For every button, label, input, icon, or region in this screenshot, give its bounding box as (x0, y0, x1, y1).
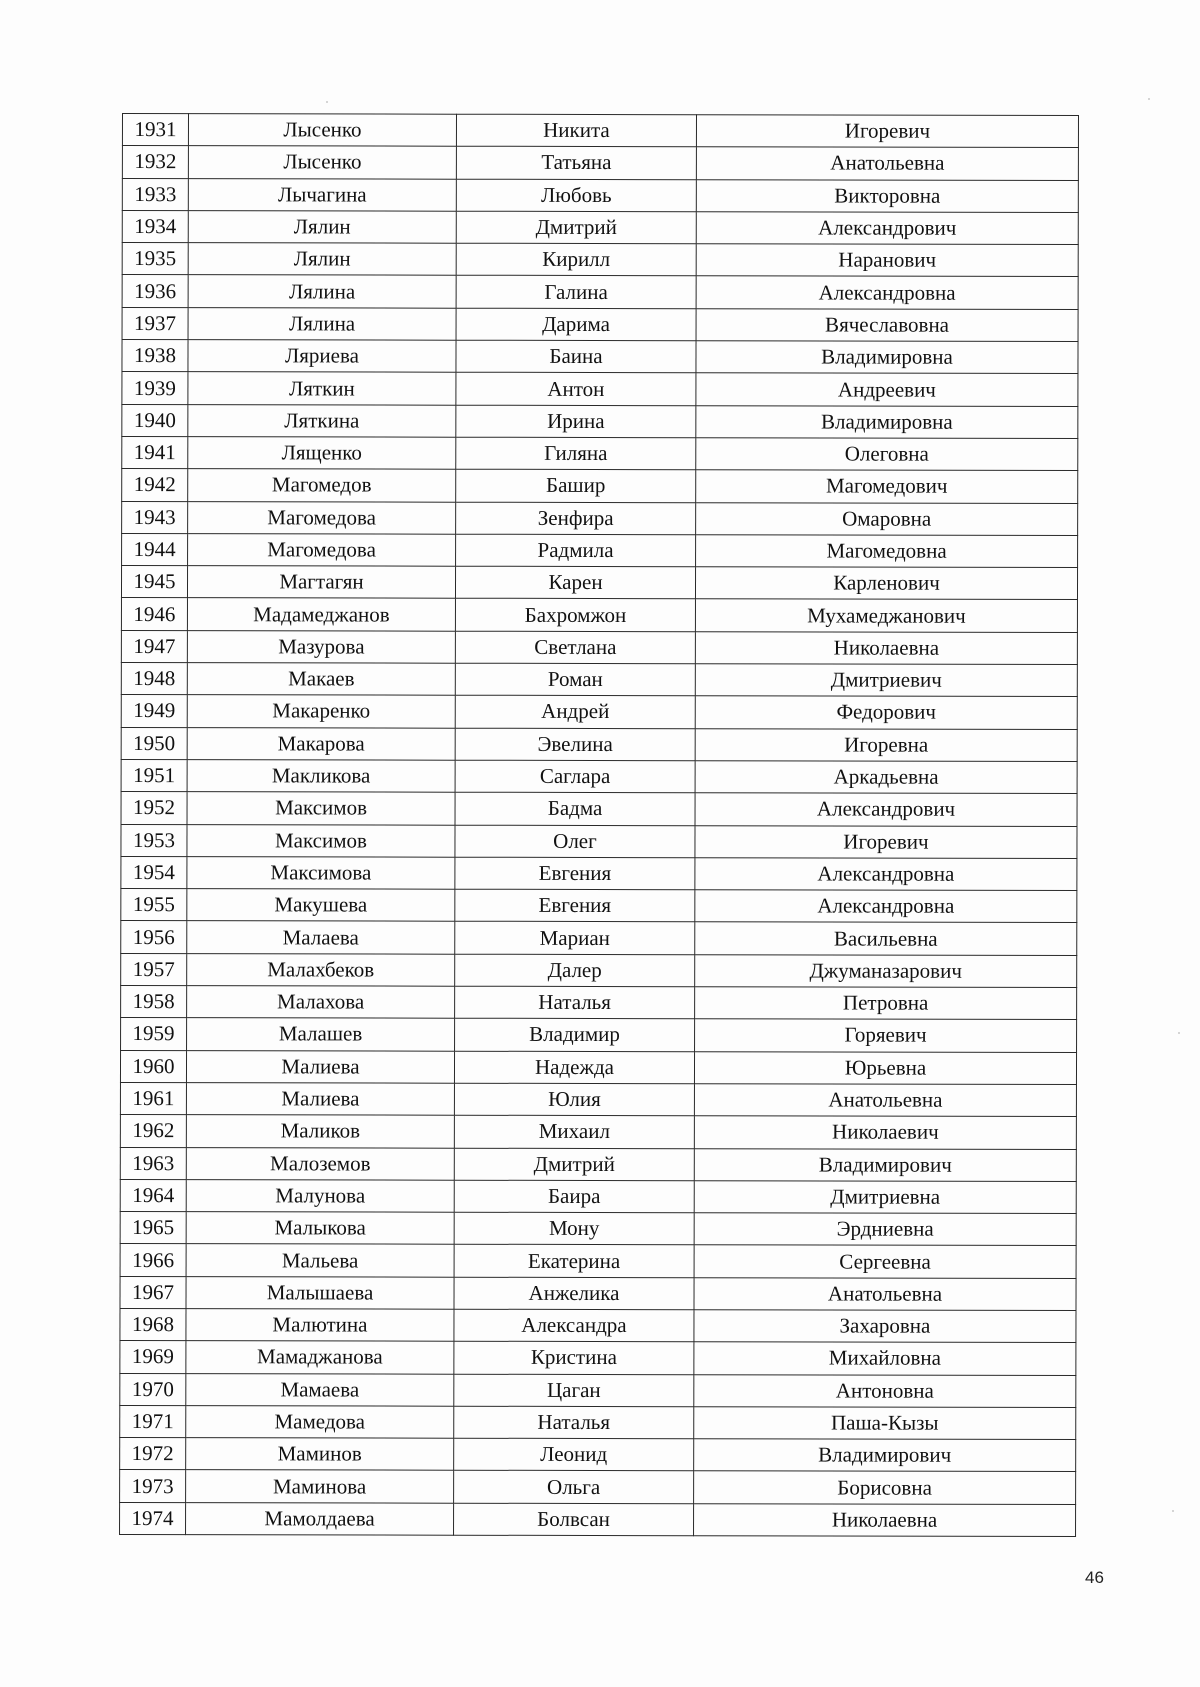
patronymic-cell: Вячеславовна (696, 308, 1078, 341)
table-row (120, 1341, 1076, 1375)
people-table (119, 113, 1079, 1537)
row-number-cell: 1968 (120, 1308, 186, 1340)
table-row (122, 501, 1078, 535)
first-name-cell: Екатерина (454, 1245, 694, 1278)
surname-cell: Мамаджанова (186, 1341, 454, 1374)
table-row (121, 566, 1077, 600)
first-name-cell: Олег (455, 825, 695, 858)
patronymic-cell: Владимирович (694, 1439, 1076, 1472)
patronymic-cell: Олеговна (696, 438, 1078, 471)
surname-cell: Магомедова (188, 533, 456, 566)
first-name-cell: Галина (456, 276, 696, 309)
patronymic-cell: Николаевна (694, 1503, 1076, 1536)
row-number-cell: 1932 (122, 146, 188, 178)
row-number-cell: 1936 (122, 275, 188, 307)
row-number-cell: 1945 (121, 566, 187, 598)
table-row (120, 1212, 1076, 1246)
patronymic-cell: Александрович (695, 793, 1077, 826)
table-row (120, 1179, 1076, 1213)
table-row (121, 986, 1077, 1020)
row-number-cell: 1937 (122, 307, 188, 339)
first-name-cell: Радмила (456, 534, 696, 567)
first-name-cell: Дмитрий (456, 211, 696, 244)
row-number-cell: 1964 (120, 1179, 186, 1211)
patronymic-cell: Владимирович (694, 1148, 1076, 1181)
surname-cell: Мамолдаева (186, 1502, 454, 1535)
first-name-cell: Мариан (455, 922, 695, 955)
patronymic-cell: Игоревич (696, 115, 1078, 148)
surname-cell: Магомедов (188, 469, 456, 502)
patronymic-cell: Антоновна (694, 1374, 1076, 1407)
table-row (122, 178, 1078, 212)
surname-cell: Ляриева (188, 340, 456, 373)
patronymic-cell: Александровна (695, 890, 1077, 923)
first-name-cell: Башир (456, 469, 696, 502)
table-row (122, 469, 1078, 503)
table-row (122, 533, 1078, 567)
first-name-cell: Цаган (454, 1374, 694, 1407)
first-name-cell: Юлия (454, 1083, 694, 1116)
table-row (121, 630, 1077, 664)
surname-cell: Макарова (187, 727, 455, 760)
surname-cell: Маминова (186, 1470, 454, 1503)
first-name-cell: Дарима (456, 308, 696, 341)
surname-cell: Лысенко (188, 146, 456, 179)
table-row (121, 953, 1077, 987)
patronymic-cell: Александрович (696, 212, 1078, 245)
table-row (121, 1018, 1077, 1052)
row-number-cell: 1941 (122, 436, 188, 468)
patronymic-cell: Эрдниевна (694, 1213, 1076, 1246)
table-row (122, 436, 1078, 470)
surname-cell: Малиева (186, 1083, 454, 1116)
table-row (120, 1082, 1076, 1116)
row-number-cell: 1961 (120, 1082, 186, 1114)
surname-cell: Лялин (188, 211, 456, 244)
surname-cell: Мадамеджанов (187, 598, 455, 631)
row-number-cell: 1956 (121, 921, 187, 953)
row-number-cell: 1954 (121, 856, 187, 888)
patronymic-cell: Александровна (695, 858, 1077, 891)
table-row (121, 598, 1077, 632)
row-number-cell: 1969 (120, 1341, 186, 1373)
surname-cell: Лысенко (188, 114, 456, 147)
first-name-cell: Никита (456, 114, 696, 147)
patronymic-cell: Александровна (696, 276, 1078, 309)
first-name-cell: Карен (455, 566, 695, 599)
surname-cell: Малышаева (186, 1276, 454, 1309)
first-name-cell: Мону (454, 1212, 694, 1245)
table-row (121, 792, 1077, 826)
first-name-cell: Баира (454, 1180, 694, 1213)
first-name-cell: Кирилл (456, 243, 696, 276)
table-body (120, 114, 1079, 1537)
row-number-cell: 1953 (121, 824, 187, 856)
first-name-cell: Анжелика (454, 1277, 694, 1310)
table-row (120, 1276, 1076, 1310)
surname-cell: Маминов (186, 1438, 454, 1471)
table-row (121, 663, 1077, 697)
table-row (121, 824, 1077, 858)
table-row (120, 1405, 1076, 1439)
table-row (120, 1115, 1076, 1149)
first-name-cell: Дмитрий (454, 1148, 694, 1181)
patronymic-cell: Захаровна (694, 1310, 1076, 1343)
surname-cell: Малахбеков (187, 953, 455, 986)
row-number-cell: 1952 (121, 792, 187, 824)
row-number-cell: 1959 (121, 1018, 187, 1050)
row-number-cell: 1935 (122, 243, 188, 275)
row-number-cell: 1960 (120, 1050, 186, 1082)
first-name-cell: Андрей (455, 696, 695, 729)
row-number-cell: 1942 (122, 469, 188, 501)
row-number-cell: 1955 (121, 889, 187, 921)
patronymic-cell: Дмитриевна (694, 1180, 1076, 1213)
surname-cell: Малиева (186, 1050, 454, 1083)
first-name-cell: Александра (454, 1309, 694, 1342)
row-number-cell: 1971 (120, 1405, 186, 1437)
row-number-cell: 1967 (120, 1276, 186, 1308)
surname-cell: Макаренко (187, 695, 455, 728)
first-name-cell: Надежда (454, 1051, 694, 1084)
patronymic-cell: Анатольевна (696, 147, 1078, 180)
first-name-cell: Саглара (455, 760, 695, 793)
patronymic-cell: Магомедович (696, 470, 1078, 503)
table-row (120, 1438, 1076, 1472)
row-number-cell: 1940 (122, 404, 188, 436)
row-number-cell: 1962 (120, 1115, 186, 1147)
first-name-cell: Наталья (455, 986, 695, 1019)
surname-cell: Макликова (187, 760, 455, 793)
surname-cell: Мальева (186, 1244, 454, 1277)
table-row (122, 114, 1078, 148)
patronymic-cell: Владимировна (696, 341, 1078, 374)
surname-cell: Лычагина (188, 178, 456, 211)
row-number-cell: 1965 (120, 1212, 186, 1244)
row-number-cell: 1931 (122, 114, 188, 146)
row-number-cell: 1958 (121, 986, 187, 1018)
patronymic-cell: Андреевич (696, 373, 1078, 406)
row-number-cell: 1948 (121, 663, 187, 695)
surname-cell: Лященко (188, 437, 456, 470)
surname-cell: Ляткин (188, 372, 456, 405)
surname-cell: Малунова (186, 1179, 454, 1212)
patronymic-cell: Карленович (695, 567, 1077, 600)
table-row (120, 1470, 1076, 1504)
surname-cell: Мамаева (186, 1373, 454, 1406)
surname-cell: Мазурова (187, 630, 455, 663)
patronymic-cell: Магомедовна (696, 535, 1078, 568)
first-name-cell: Наталья (454, 1406, 694, 1439)
patronymic-cell: Анатольевна (694, 1277, 1076, 1310)
patronymic-cell: Игоревна (695, 728, 1077, 761)
first-name-cell: Бахромжон (455, 599, 695, 632)
patronymic-cell: Петровна (695, 987, 1077, 1020)
surname-cell: Маликов (186, 1115, 454, 1148)
row-number-cell: 1970 (120, 1373, 186, 1405)
table-row (120, 1147, 1076, 1181)
first-name-cell: Эвелина (455, 728, 695, 761)
scan-speck (1148, 98, 1150, 100)
row-number-cell: 1938 (122, 340, 188, 372)
surname-cell: Мамедова (186, 1406, 454, 1439)
row-number-cell: 1950 (121, 727, 187, 759)
first-name-cell: Леонид (454, 1438, 694, 1471)
table-row (121, 695, 1077, 729)
patronymic-cell: Наранович (696, 244, 1078, 277)
surname-cell: Ляткина (188, 404, 456, 437)
first-name-cell: Роман (455, 663, 695, 696)
surname-cell: Магтагян (187, 566, 455, 599)
patronymic-cell: Викторовна (696, 179, 1078, 212)
first-name-cell: Кристина (454, 1341, 694, 1374)
patronymic-cell: Юрьевна (694, 1051, 1076, 1084)
patronymic-cell: Мухамеджанович (695, 599, 1077, 632)
surname-cell: Малоземов (186, 1147, 454, 1180)
row-number-cell: 1944 (122, 533, 188, 565)
table-row (120, 1050, 1076, 1084)
patronymic-cell: Михайловна (694, 1342, 1076, 1375)
surname-cell: Максимов (187, 792, 455, 825)
table-row (121, 759, 1077, 793)
first-name-cell: Бадма (455, 792, 695, 825)
surname-cell: Малашев (187, 1018, 455, 1051)
row-number-cell: 1951 (121, 759, 187, 791)
patronymic-cell: Паша-Кызы (694, 1407, 1076, 1440)
surname-cell: Малютина (186, 1309, 454, 1342)
row-number-cell: 1943 (122, 501, 188, 533)
row-number-cell: 1934 (122, 210, 188, 242)
row-number-cell: 1963 (120, 1147, 186, 1179)
surname-cell: Магомедова (188, 501, 456, 534)
table-row (120, 1308, 1076, 1342)
table-row (122, 210, 1078, 244)
patronymic-cell: Владимировна (696, 405, 1078, 438)
surname-cell: Максимов (187, 824, 455, 857)
row-number-cell: 1972 (120, 1438, 186, 1470)
first-name-cell: Ирина (456, 405, 696, 438)
table-row (122, 307, 1078, 341)
first-name-cell: Михаил (454, 1115, 694, 1148)
patronymic-cell: Аркадьевна (695, 761, 1077, 794)
first-name-cell: Татьяна (456, 146, 696, 179)
first-name-cell: Зенфира (456, 502, 696, 535)
surname-cell: Малыкова (186, 1212, 454, 1245)
first-name-cell: Болвсан (454, 1503, 694, 1536)
surname-cell: Максимова (187, 856, 455, 889)
patronymic-cell: Игоревич (695, 825, 1077, 858)
surname-cell: Малахова (187, 986, 455, 1019)
surname-cell: Лялина (188, 307, 456, 340)
table-row (121, 856, 1077, 890)
first-name-cell: Евгения (455, 857, 695, 890)
first-name-cell: Евгения (455, 889, 695, 922)
patronymic-cell: Федорович (695, 696, 1077, 729)
patronymic-cell: Горяевич (695, 1019, 1077, 1052)
table-row (122, 404, 1078, 438)
first-name-cell: Ольга (454, 1471, 694, 1504)
table-row (121, 727, 1077, 761)
table-row (120, 1373, 1076, 1407)
row-number-cell: 1946 (121, 598, 187, 630)
patronymic-cell: Джуманазарович (695, 954, 1077, 987)
first-name-cell: Баина (456, 340, 696, 373)
table-row (122, 243, 1078, 277)
surname-cell: Лялин (188, 243, 456, 276)
row-number-cell: 1973 (120, 1470, 186, 1502)
patronymic-cell: Омаровна (696, 502, 1078, 535)
surname-cell: Малаева (187, 921, 455, 954)
patronymic-cell: Анатольевна (694, 1084, 1076, 1117)
page-number: 46 (1085, 1568, 1104, 1587)
table-row (122, 275, 1078, 309)
row-number-cell: 1974 (120, 1502, 186, 1534)
table-row (120, 1502, 1076, 1536)
surname-cell: Макушева (187, 889, 455, 922)
first-name-cell: Гиляна (456, 437, 696, 470)
first-name-cell: Светлана (455, 631, 695, 664)
patronymic-cell: Сергеевна (694, 1245, 1076, 1278)
surname-cell: Лялина (188, 275, 456, 308)
row-number-cell: 1949 (121, 695, 187, 727)
patronymic-cell: Васильевна (695, 922, 1077, 955)
scan-speck (326, 101, 328, 103)
patronymic-cell: Николаевич (694, 1116, 1076, 1149)
scan-speck (1172, 1510, 1174, 1512)
first-name-cell: Любовь (456, 179, 696, 212)
table-row (120, 1244, 1076, 1278)
patronymic-cell: Дмитриевич (695, 664, 1077, 697)
patronymic-cell: Николаевна (695, 631, 1077, 664)
table-row (122, 340, 1078, 374)
patronymic-cell: Борисовна (694, 1471, 1076, 1504)
surname-cell: Макаев (187, 663, 455, 696)
first-name-cell: Владимир (455, 1019, 695, 1052)
table-row (121, 921, 1077, 955)
row-number-cell: 1947 (121, 630, 187, 662)
row-number-cell: 1966 (120, 1244, 186, 1276)
row-number-cell: 1939 (122, 372, 188, 404)
scan-speck (1178, 1032, 1180, 1034)
first-name-cell: Далер (455, 954, 695, 987)
row-number-cell: 1933 (122, 178, 188, 210)
table-row (122, 372, 1078, 406)
first-name-cell: Антон (456, 373, 696, 406)
table-row (121, 889, 1077, 923)
table-row (122, 146, 1078, 180)
row-number-cell: 1957 (121, 953, 187, 985)
